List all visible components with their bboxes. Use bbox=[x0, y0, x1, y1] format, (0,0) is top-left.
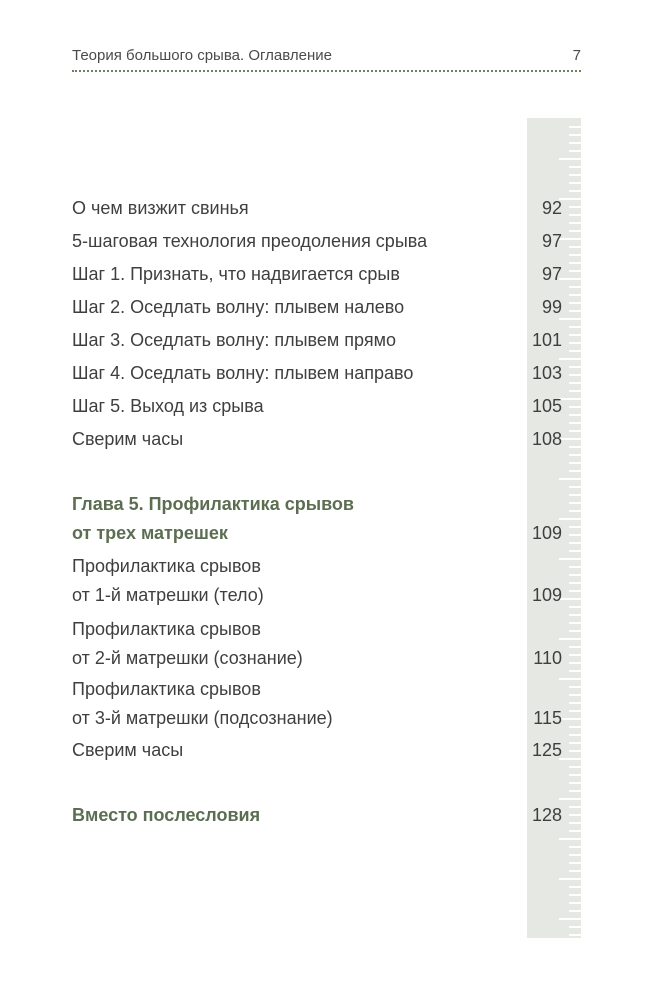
ruler-tick bbox=[569, 654, 581, 656]
ruler-tick bbox=[569, 374, 581, 376]
ruler-tick bbox=[569, 134, 581, 136]
ruler-tick bbox=[569, 822, 581, 824]
ruler-tick bbox=[569, 614, 581, 616]
ruler-tick bbox=[569, 294, 581, 296]
ruler-tick bbox=[569, 814, 581, 816]
ruler-tick bbox=[569, 534, 581, 536]
ruler-tick bbox=[559, 198, 581, 200]
toc-entry-label: О чем визжит свинья bbox=[72, 198, 249, 218]
ruler-tick bbox=[569, 470, 581, 472]
ruler-tick bbox=[569, 550, 581, 552]
ruler-tick bbox=[569, 350, 581, 352]
ruler-tick bbox=[569, 686, 581, 688]
ruler-tick bbox=[569, 382, 581, 384]
ruler-tick bbox=[569, 910, 581, 912]
ruler-tick bbox=[559, 318, 581, 320]
toc-chapter-label: Вместо послесловия bbox=[72, 805, 261, 825]
ruler-tick bbox=[569, 854, 581, 856]
toc-entry-page: 97 bbox=[541, 264, 562, 284]
ruler-tick bbox=[559, 758, 581, 760]
ruler-tick bbox=[569, 774, 581, 776]
ruler-tick bbox=[569, 150, 581, 152]
ruler-tick bbox=[559, 878, 581, 880]
ruler-tick bbox=[569, 830, 581, 832]
ruler-tick bbox=[569, 590, 581, 592]
ruler-tick bbox=[559, 718, 581, 720]
toc-entry-label-line1: Профилактика срывов bbox=[72, 556, 261, 576]
ruler-tick bbox=[569, 526, 581, 528]
ruler-tick bbox=[569, 214, 581, 216]
ruler-tick bbox=[569, 486, 581, 488]
ruler-tick bbox=[569, 726, 581, 728]
toc-entry-label: Сверим часы bbox=[72, 740, 184, 760]
toc-entry-page: 115 bbox=[533, 708, 562, 728]
ruler-tick bbox=[569, 630, 581, 632]
ruler-tick bbox=[559, 478, 581, 480]
ruler-tick bbox=[559, 438, 581, 440]
toc-entry-label-line2: от 1-й матрешки (тело) bbox=[72, 585, 264, 605]
toc-entry-label: Шаг 5. Выход из срыва bbox=[72, 396, 264, 416]
ruler-tick bbox=[569, 366, 581, 368]
ruler-tick bbox=[569, 246, 581, 248]
running-header bbox=[72, 44, 581, 72]
ruler-tick bbox=[569, 694, 581, 696]
ruler-tick bbox=[559, 838, 581, 840]
toc-chapter-label-line1: Глава 5. Профилактика срывов bbox=[72, 494, 354, 514]
ruler-tick bbox=[569, 894, 581, 896]
ruler-tick bbox=[569, 422, 581, 424]
ruler-tick bbox=[569, 462, 581, 464]
ruler-tick bbox=[569, 710, 581, 712]
ruler-tick bbox=[569, 286, 581, 288]
ruler-tick bbox=[559, 358, 581, 360]
ruler-tick bbox=[569, 342, 581, 344]
ruler-tick bbox=[569, 582, 581, 584]
ruler-tick bbox=[559, 238, 581, 240]
ruler-tick bbox=[569, 230, 581, 232]
ruler-tick bbox=[559, 598, 581, 600]
ruler-tick bbox=[569, 270, 581, 272]
ruler-tick bbox=[569, 926, 581, 928]
ruler-tick bbox=[559, 678, 581, 680]
toc-entry-label-line1: Профилактика срывов bbox=[72, 619, 261, 639]
ruler-tick bbox=[569, 734, 581, 736]
ruler-tick bbox=[569, 574, 581, 576]
ruler-tick bbox=[559, 158, 581, 160]
toc-entry-label-line1: Профилактика срывов bbox=[72, 679, 261, 699]
toc-entry-label: 5-шаговая технология преодоления срыва bbox=[72, 231, 428, 251]
ruler-tick bbox=[569, 702, 581, 704]
ruler-tick bbox=[569, 862, 581, 864]
ruler-tick bbox=[569, 622, 581, 624]
ruler-tick bbox=[569, 310, 581, 312]
toc-entry-label: Шаг 4. Оседлать волну: плывем направо bbox=[72, 363, 414, 383]
ruler-tick bbox=[559, 278, 581, 280]
toc-entry-page: 92 bbox=[541, 198, 562, 218]
toc-entry-page: 99 bbox=[541, 297, 562, 317]
ruler-tick bbox=[569, 750, 581, 752]
toc-entry-page: 97 bbox=[541, 231, 562, 251]
toc-entry-page: 109 bbox=[531, 585, 562, 605]
ruler-tick bbox=[569, 454, 581, 456]
ruler-tick bbox=[569, 806, 581, 808]
ruler-tick bbox=[569, 934, 581, 936]
ruler-tick bbox=[559, 638, 581, 640]
ruler-tick bbox=[569, 670, 581, 672]
ruler-tick bbox=[569, 782, 581, 784]
toc-entry-page: 128 bbox=[531, 805, 562, 825]
toc-entry-page: 109 bbox=[531, 523, 562, 543]
ruler-tick bbox=[569, 406, 581, 408]
ruler-tick bbox=[569, 542, 581, 544]
header-page-number: 7 bbox=[572, 47, 581, 64]
ruler-tick bbox=[569, 742, 581, 744]
toc-entry-label-line2: от 2-й матрешки (сознание) bbox=[72, 648, 303, 668]
ruler-tick bbox=[569, 494, 581, 496]
ruler-tick bbox=[569, 166, 581, 168]
ruler-tick bbox=[569, 662, 581, 664]
toc-entry-label: Сверим часы bbox=[72, 429, 184, 449]
ruler-tick bbox=[569, 334, 581, 336]
ruler-tick bbox=[559, 518, 581, 520]
toc-entry-page: 105 bbox=[531, 396, 562, 416]
ruler-tick bbox=[569, 254, 581, 256]
ruler-tick bbox=[569, 846, 581, 848]
ruler-tick bbox=[569, 510, 581, 512]
toc-entry-page: 101 bbox=[531, 330, 562, 350]
ruler-tick bbox=[569, 190, 581, 192]
ruler-tick bbox=[559, 918, 581, 920]
ruler-tick bbox=[569, 790, 581, 792]
ruler-tick bbox=[569, 414, 581, 416]
ruler-tick bbox=[569, 142, 581, 144]
ruler-tick bbox=[569, 126, 581, 128]
ruler-tick bbox=[569, 502, 581, 504]
toc-entry-page: 103 bbox=[531, 363, 562, 383]
ruler-tick bbox=[569, 870, 581, 872]
ruler-tick bbox=[569, 262, 581, 264]
ruler-tick bbox=[569, 182, 581, 184]
toc-entry-label: Шаг 2. Оседлать волну: плывем налево bbox=[72, 297, 405, 317]
ruler-tick bbox=[569, 646, 581, 648]
ruler-tick bbox=[569, 902, 581, 904]
toc-entry-label: Шаг 1. Признать, что надвигается срыв bbox=[72, 264, 400, 284]
ruler-tick bbox=[569, 390, 581, 392]
ruler-tick bbox=[569, 302, 581, 304]
toc-entry-page: 110 bbox=[533, 648, 562, 668]
toc-chapter-label-line2: от трех матрешек bbox=[72, 523, 228, 543]
ruler-tick bbox=[559, 558, 581, 560]
ruler-tick bbox=[569, 446, 581, 448]
ruler-tick bbox=[559, 798, 581, 800]
toc-entry-label: Шаг 3. Оседлать волну: плывем прямо bbox=[72, 330, 396, 350]
ruler-tick bbox=[569, 174, 581, 176]
ruler-tick bbox=[569, 222, 581, 224]
ruler-tick bbox=[569, 430, 581, 432]
ruler-tick bbox=[569, 766, 581, 768]
header-title: Теория большого срыва. Оглавление bbox=[72, 47, 332, 64]
ruler-tick bbox=[569, 886, 581, 888]
toc-entry-page: 125 bbox=[531, 740, 562, 760]
ruler-tick bbox=[569, 566, 581, 568]
ruler-tick bbox=[559, 398, 581, 400]
toc-entry-page: 108 bbox=[531, 429, 562, 449]
toc-entry-label-line2: от 3-й матрешки (подсознание) bbox=[72, 708, 333, 728]
ruler-tick bbox=[569, 606, 581, 608]
ruler-tick bbox=[569, 206, 581, 208]
ruler-tick bbox=[569, 326, 581, 328]
